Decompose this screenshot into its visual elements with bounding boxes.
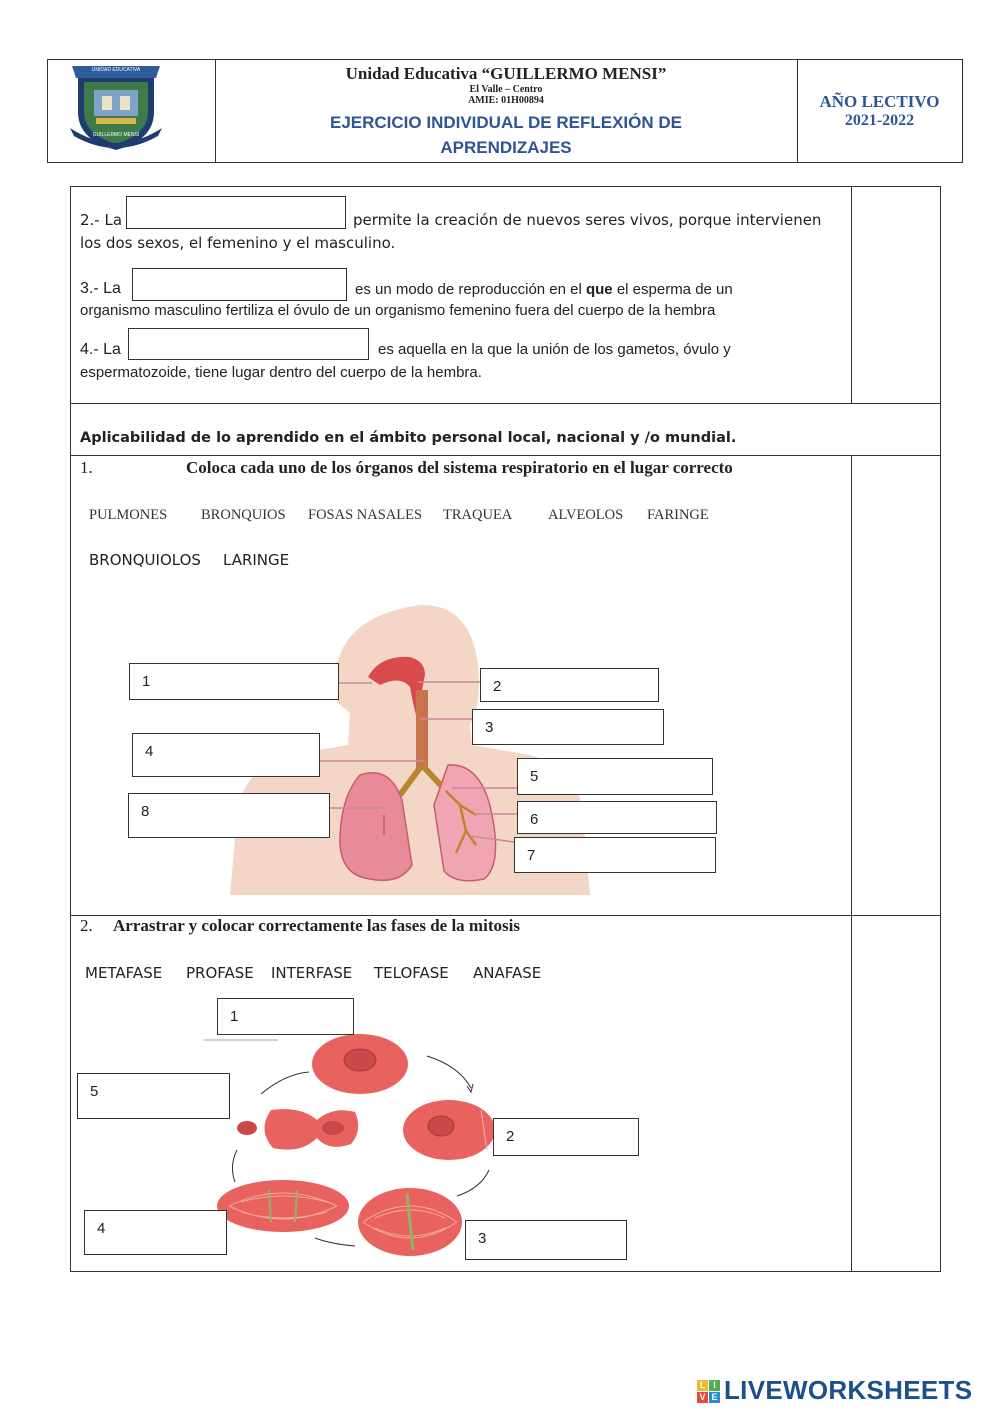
- mitosis-label-box-4[interactable]: 4: [84, 1210, 227, 1255]
- badge-letter-i: I: [709, 1380, 720, 1391]
- logo-ribbon-text: GUILLERMO MENSI: [92, 132, 140, 138]
- word-anafase[interactable]: ANAFASE: [473, 964, 542, 982]
- faint-caption-line: [204, 1039, 278, 1041]
- word-bronquios[interactable]: BRONQUIOS: [201, 507, 286, 523]
- word-telofase[interactable]: TELOFASE: [374, 964, 449, 982]
- q4-text-line2: espermatozoide, tiene lugar dentro del cuerpo de la hembra.: [80, 364, 482, 381]
- q3-text-line2: organismo masculino fertiliza el óvulo de un organismo femenino fuera del cuerpo de la hembra: [80, 302, 716, 319]
- q2-text: permite la creación de nuevos seres vivos, porque intervienen: [353, 211, 822, 229]
- exercise2-title: Arrastrar y colocar correctamente las fases de la mitosis: [113, 916, 520, 935]
- word-faringe[interactable]: FARINGE: [647, 507, 709, 523]
- organ-label-box-6[interactable]: 6: [517, 801, 717, 834]
- mitosis-label-box-3[interactable]: 3: [465, 1220, 627, 1260]
- mitosis-cycle-diagram: [205, 1030, 505, 1270]
- applicability-text: Aplicabilidad de lo aprendido en el ámbito personal local, nacional y /o mundial.: [80, 430, 737, 446]
- q2-text-line2: los dos sexos, el femenino y el masculino.: [80, 234, 396, 252]
- word-metafase[interactable]: METAFASE: [85, 964, 163, 982]
- liveworksheets-brand: LIVEWORKSHEETS: [724, 1375, 973, 1405]
- word-pulmones[interactable]: PULMONES: [89, 507, 168, 523]
- organ-label-box-5[interactable]: 5: [517, 758, 713, 795]
- exercise-title-line1: EJERCICIO INDIVIDUAL DE REFLEXIÓN DE: [329, 113, 682, 132]
- score-column-divider-3: [851, 915, 852, 1272]
- word-laringe[interactable]: LARINGE: [223, 551, 290, 569]
- organ-label-box-2[interactable]: 2: [480, 668, 659, 702]
- organ-label-box-1[interactable]: 1: [129, 663, 339, 700]
- exercise-title-line2: APRENDIZAJES: [440, 138, 572, 157]
- q3-text-a: es un modo de reproducción en el: [355, 281, 586, 298]
- exercise2-number: 2.: [80, 916, 93, 935]
- q4-prefix: 4.- La: [80, 341, 121, 358]
- q3-text-b: el esperma de un: [612, 281, 733, 298]
- organ-label-box-4[interactable]: 4: [132, 733, 320, 777]
- organ-label-box-7[interactable]: 7: [514, 837, 716, 873]
- q2-prefix: 2.- La: [80, 211, 123, 229]
- word-traquea[interactable]: TRAQUEA: [443, 507, 513, 523]
- mitosis-label-box-1[interactable]: 1: [217, 998, 354, 1035]
- exercise1-number: 1.: [80, 458, 93, 477]
- word-profase[interactable]: PROFASE: [186, 964, 254, 982]
- word-interfase[interactable]: INTERFASE: [271, 964, 353, 982]
- school-amie: AMIE: 01H00894: [468, 95, 544, 106]
- mitosis-label-box-2[interactable]: 2: [493, 1118, 639, 1156]
- school-name: Unidad Educativa “GUILLERMO MENSI”: [345, 64, 667, 83]
- word-bronquiolos[interactable]: BRONQUIOLOS: [89, 551, 201, 569]
- q3-text-bold: que: [585, 281, 613, 298]
- q4-text: es aquella en la que la unión de los gametos, óvulo y: [378, 341, 731, 358]
- badge-letter-l: L: [697, 1380, 708, 1391]
- organ-label-box-8[interactable]: 8: [128, 793, 330, 838]
- school-year-value: 2021-2022: [844, 112, 915, 129]
- exercise1-title: Coloca cada uno de los órganos del sistema respiratorio en el lugar correcto: [186, 458, 733, 477]
- q3-prefix: 3.- La: [80, 280, 121, 297]
- school-location: El Valle – Centro: [469, 84, 543, 95]
- school-year-label: AÑO LECTIVO: [819, 92, 940, 111]
- badge-letter-v: V: [697, 1392, 708, 1403]
- mitosis-label-box-5[interactable]: 5: [77, 1073, 230, 1119]
- logo-banner-text: UNIDAD EDUCATIVA: [91, 67, 141, 73]
- badge-letter-e: E: [709, 1392, 720, 1403]
- word-alveolos[interactable]: ALVEOLOS: [548, 507, 624, 523]
- word-fosas-nasales[interactable]: FOSAS NASALES: [308, 507, 423, 523]
- liveworksheets-badge-icon: [697, 1380, 721, 1404]
- organ-label-box-3[interactable]: 3: [472, 709, 664, 745]
